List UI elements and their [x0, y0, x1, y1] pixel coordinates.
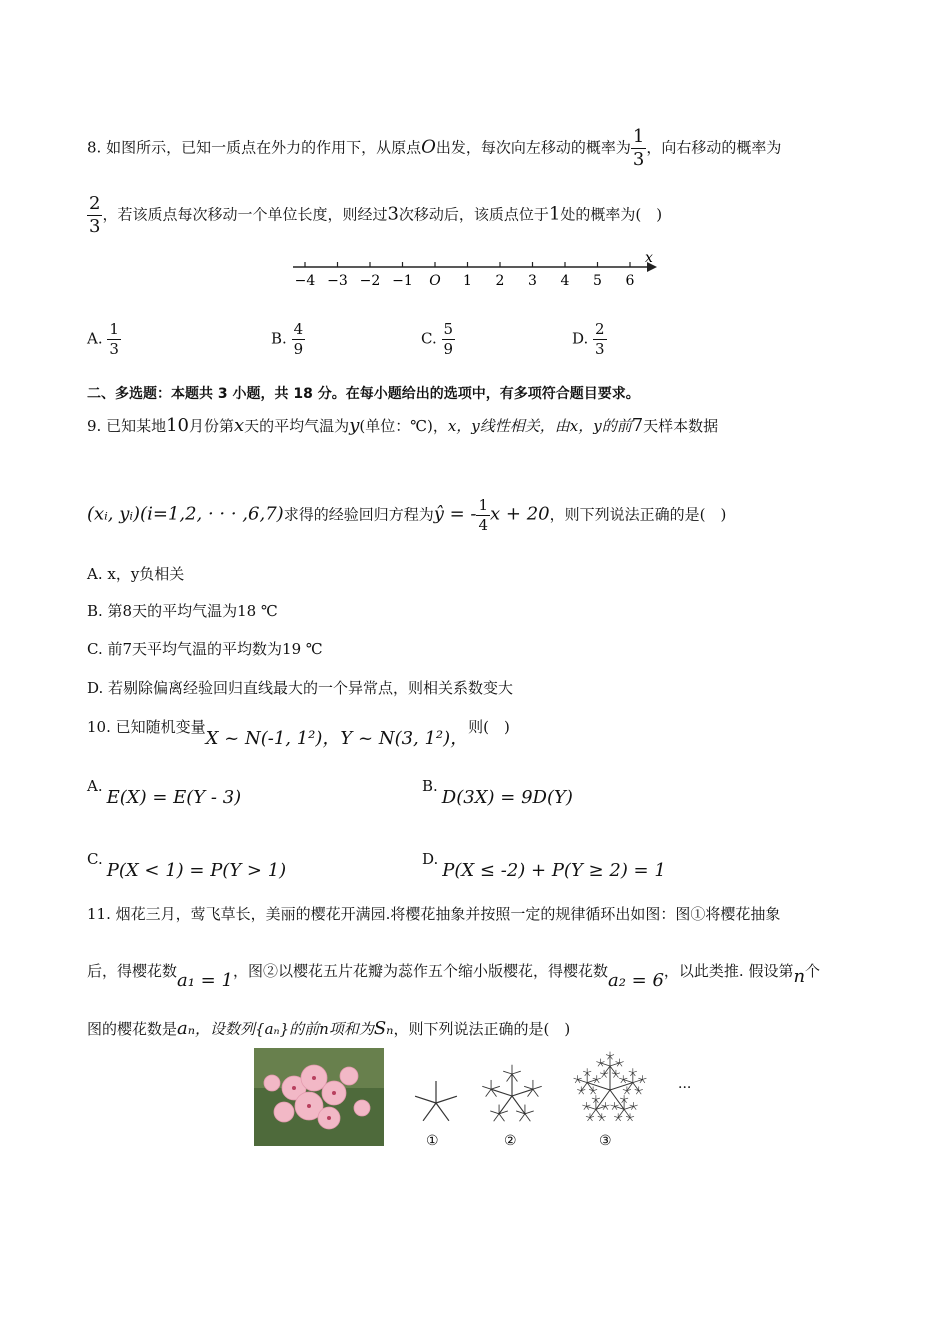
petal-stroke [591, 1091, 593, 1094]
petal-stroke [592, 1098, 596, 1099]
petal-stroke [629, 1071, 633, 1072]
petal-stroke [630, 1105, 634, 1106]
petal-stroke [624, 1091, 626, 1094]
petal-stroke [490, 1111, 499, 1114]
tick-label: 1 [463, 273, 472, 289]
petal-stroke [613, 1074, 615, 1077]
petal-stroke [620, 1063, 622, 1066]
petal-stroke [610, 1055, 614, 1056]
sakura-figure-3 [568, 1046, 652, 1130]
petal-stroke [512, 1071, 521, 1074]
petal-stroke [630, 1118, 632, 1121]
q8-option-c[interactable]: C. $\frac{5}{9}$ [421, 320, 454, 358]
petal-stroke [436, 1096, 457, 1103]
petal-stroke [602, 1118, 604, 1121]
petal-stroke [587, 1083, 610, 1090]
petal-stroke [621, 1079, 623, 1082]
q10-option-c[interactable]: C.P(X < 1) = P(Y > 1) [87, 850, 287, 881]
petal-stroke [423, 1103, 436, 1121]
petal-stroke [415, 1096, 436, 1103]
tick-label: 2 [495, 273, 505, 289]
petal-stroke [630, 1116, 634, 1117]
petal-stroke [486, 1089, 491, 1096]
petal-stroke [605, 1106, 607, 1109]
petal-stroke [610, 1105, 614, 1106]
petal-stroke [593, 1078, 597, 1079]
petal-stroke [610, 1090, 624, 1109]
petal-stroke [639, 1089, 643, 1090]
q10-option-a[interactable]: A.E(X) = E(Y - 3) [87, 777, 242, 808]
petal-stroke [616, 1062, 620, 1063]
petal-stroke [642, 1078, 646, 1079]
q8-option-b[interactable]: B. $\frac{4}{9}$ [271, 320, 304, 358]
figure-label-2: ② [504, 1133, 517, 1149]
petal-stroke [499, 1096, 512, 1114]
q9-option-d[interactable]: D. 若剔除偏离经验回归直线最大的一个异常点，则相关系数变大 [87, 679, 514, 697]
petal-stroke [582, 1105, 586, 1106]
sakura-figure-1 [408, 1075, 464, 1131]
petal-stroke [642, 1079, 644, 1082]
petal-stroke [525, 1114, 530, 1121]
petal-stroke [494, 1114, 499, 1121]
petal-stroke [620, 1098, 624, 1099]
q8-option-d[interactable]: D. $\frac{2}{3}$ [572, 320, 605, 358]
petal-stroke [593, 1091, 595, 1094]
petal-stroke [616, 1118, 618, 1121]
petal-stroke [482, 1086, 491, 1089]
figure-label-3: ③ [599, 1133, 612, 1149]
q11-line3: 图的樱花数是aₙ，设数列{aₙ}的前n项和为Sₙ，则下列说法正确的是( ) [87, 1018, 571, 1039]
petal-stroke [604, 1074, 606, 1077]
ellipsis: ··· [678, 1080, 692, 1096]
q9-option-a[interactable]: A. x，y负相关 [87, 565, 185, 583]
petal-stroke [596, 1062, 600, 1063]
tick-label: −2 [359, 273, 381, 289]
petal-stroke [628, 1118, 630, 1121]
petal-stroke [503, 1071, 512, 1074]
petal-stroke [598, 1063, 600, 1066]
petal-stroke [507, 1074, 512, 1081]
petal-stroke [616, 1074, 618, 1077]
q8-line2: $\frac{2}{3}$ ，若该质点每次移动一个单位长度，则经过3次移动后，该质点位于1处的概率为( ) [89, 193, 663, 237]
petal-stroke [602, 1074, 604, 1077]
q9-option-b[interactable]: B. 第8天的平均气温为18 ℃ [87, 602, 278, 620]
petal-stroke [533, 1089, 538, 1096]
petal-stroke [436, 1103, 449, 1121]
petal-stroke [600, 1073, 604, 1074]
number-line-figure [285, 250, 675, 295]
q8-line1: 8. 如图所示，已知一质点在外力的作用下，从原点O出发，每次向左移动的概率为 $\frac{1}{3}$ ，向右移动的概率为 [87, 126, 782, 170]
petal-stroke [579, 1091, 581, 1094]
petal-stroke [627, 1091, 629, 1094]
figure-label-1: ① [426, 1133, 439, 1149]
petal-stroke [587, 1118, 589, 1121]
petal-stroke [602, 1116, 606, 1117]
tick-label: −4 [294, 273, 316, 289]
cherry-blossom-photo [254, 1048, 384, 1146]
q11-line2: 后，得樱花数a₁ = 1，图②以樱花五片花瓣为蕊作五个缩小版樱花，得樱花数a₂ = 6，以此类推. 假设第n个 [87, 962, 821, 991]
petal-stroke [593, 1089, 597, 1090]
petal-stroke [577, 1089, 581, 1090]
tick-label: −3 [327, 273, 348, 289]
petal-stroke [520, 1114, 525, 1121]
q9-line2: (xᵢ, yᵢ)(i=1,2, · · · ,6,7)求得的经验回归方程为ŷ = - $\frac{1}{4}$ x + 20，则下列说法正确的是( ) [87, 496, 727, 534]
petal-stroke [638, 1078, 642, 1079]
petal-stroke [605, 1105, 609, 1106]
q10-option-d[interactable]: D.P(X ≤ -2) + P(Y ≥ 2) = 1 [422, 850, 666, 881]
petal-stroke [633, 1071, 637, 1072]
petal-stroke [610, 1083, 633, 1090]
q11-line1: 11. 烟花三月，莺飞草长，美丽的樱花开满园.将樱花抽象并按照一定的规律循环出如图：图①将樱花抽象 [87, 905, 781, 923]
petal-stroke [524, 1086, 533, 1089]
petal-stroke [533, 1086, 542, 1089]
petal-stroke [636, 1091, 638, 1094]
petal-stroke [597, 1079, 599, 1082]
petal-stroke [624, 1098, 628, 1099]
section-2-heading: 二、多选题：本题共 3 小题，共 18 分。在每小题给出的选项中，有多项符合题目要求。 [87, 386, 640, 402]
petal-stroke [581, 1091, 583, 1094]
petal-stroke [512, 1089, 533, 1096]
petal-stroke [590, 1118, 592, 1121]
petal-stroke [586, 1105, 590, 1106]
petal-stroke [499, 1114, 504, 1121]
petal-stroke [600, 1062, 604, 1063]
petal-stroke [583, 1071, 587, 1072]
q8-left-prob: $\frac{1}{3}$ [632, 126, 645, 170]
petal-stroke [599, 1118, 601, 1121]
tick-label: 5 [593, 273, 602, 289]
q9-line1: 9. 已知某地10月份第x天的平均气温为y(单位：℃)，x，y线性相关，由x，y的前7天样本数据 [87, 415, 719, 436]
petal-stroke [639, 1091, 641, 1094]
petal-stroke [525, 1111, 534, 1114]
petal-stroke [634, 1105, 638, 1106]
petal-stroke [586, 1116, 590, 1117]
petal-stroke [512, 1096, 525, 1114]
petal-stroke [623, 1078, 627, 1079]
q8-right-prob: $\frac{2}{3}$ [89, 193, 101, 237]
tick-label: 4 [560, 273, 570, 289]
petal-stroke [606, 1055, 610, 1056]
petal-stroke [634, 1106, 636, 1109]
petal-stroke [597, 1078, 601, 1079]
q9-option-c[interactable]: C. 前7天平均气温的平均数为19 ℃ [87, 640, 323, 658]
petal-stroke [512, 1074, 517, 1081]
sakura-figure-2 [474, 1056, 550, 1132]
q8-option-a[interactable]: A. $\frac{1}{3}$ [87, 320, 119, 358]
petal-stroke [491, 1089, 512, 1096]
tick-label: 3 [528, 273, 537, 289]
petal-stroke [596, 1090, 610, 1109]
tick-label: 6 [625, 273, 635, 289]
petal-stroke [584, 1106, 586, 1109]
petal-stroke [615, 1105, 619, 1106]
axis-label-x: x [645, 250, 653, 266]
petal-stroke [614, 1116, 618, 1117]
petal-stroke [491, 1086, 500, 1089]
petal-stroke [578, 1078, 582, 1079]
petal-stroke [574, 1078, 578, 1079]
petal-stroke [596, 1098, 600, 1099]
tick-label: −1 [392, 273, 413, 289]
petal-stroke [620, 1062, 624, 1063]
petal-stroke [575, 1079, 577, 1082]
q10-option-b[interactable]: B.D(3X) = 9D(Y) [422, 777, 573, 808]
petal-stroke [616, 1073, 620, 1074]
petal-stroke [612, 1106, 614, 1109]
q10-stem: 10. 已知随机变量X ~ N(-1, 1²)，Y ~ N(3, 1²)，则( ) [87, 718, 510, 749]
petal-stroke [619, 1078, 623, 1079]
petal-stroke [623, 1089, 627, 1090]
petal-stroke [601, 1105, 605, 1106]
petal-stroke [618, 1118, 620, 1121]
petal-stroke [587, 1071, 591, 1072]
tick-label: O [429, 273, 441, 289]
